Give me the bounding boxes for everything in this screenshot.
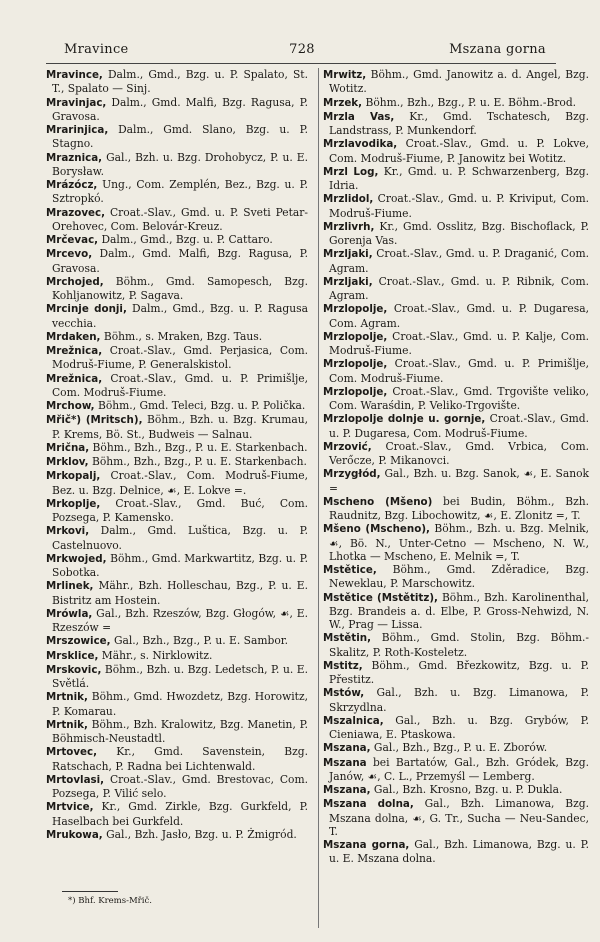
entry-headword: Mraznica, bbox=[46, 151, 103, 164]
entry-details: Böhm., s. Mraken, Bzg. Taus. bbox=[100, 329, 263, 343]
entry-headword: Mrukowa, bbox=[46, 828, 103, 841]
directory-entry bbox=[323, 110, 589, 138]
entry-headword: Mszana, bbox=[323, 742, 371, 755]
directory-entry bbox=[323, 165, 589, 193]
directory-entry bbox=[323, 385, 589, 413]
entry-headword: Mszana bbox=[323, 756, 367, 769]
running-head-left: Mravince bbox=[64, 42, 129, 57]
directory-entry bbox=[323, 714, 589, 742]
entry-details: Böhm., Gmd. Markwartitz, Bzg. u. P. Sobotka. bbox=[52, 551, 308, 579]
entry-details: Croat.-Slav., Gmd. u. P. Primišlje, Com. Modruš-Fiume. bbox=[52, 371, 308, 399]
directory-entry bbox=[323, 357, 589, 385]
entry-headword: Mrklov, bbox=[46, 456, 89, 468]
entry-headword: Mrarinjica, bbox=[46, 124, 109, 136]
entry-details: Gal., Bzh. u. Bzg. Grybów, P. Cieniawa, E. Ptaskowa. bbox=[329, 713, 589, 741]
entry-headword: Mscheno (Mšeno) bbox=[323, 495, 433, 508]
directory-entry bbox=[323, 741, 589, 755]
directory-entry bbox=[46, 68, 308, 96]
directory-entry bbox=[46, 372, 308, 400]
directory-entry bbox=[323, 522, 589, 563]
directory-entry bbox=[46, 497, 308, 525]
entry-details: Croat.-Slav., Gmd. Buć, Com. Pozsega, P. Kamensko. bbox=[52, 496, 308, 524]
directory-entry bbox=[323, 797, 589, 838]
entry-details: Dalm., Gmd. Slano, Bzg. u. P. Stagno. bbox=[52, 123, 308, 151]
entry-headword: Mrkoplje, bbox=[46, 497, 101, 510]
entry-details: Böhm., Gmd. Samopesch, Bzg. Kohljanowitz, P. Sagava. bbox=[52, 274, 308, 302]
entry-details: Böhm., Bzh., Bzg., P. u. E. Starkenbach. bbox=[88, 455, 307, 468]
entry-details: Croat.-Slav., Com. Modruš-Fiume, Bez. u. Bzg. Delnice, ☙, E. Lokve =. bbox=[52, 469, 308, 497]
entry-details: Gal., Bzh. Rzeszów, Bzg. Głogów, ☙, E. Rzeszów = bbox=[52, 606, 308, 634]
entry-headword: Mšeno (Mscheno), bbox=[323, 523, 430, 536]
entry-details: Croat.-Slav., Gmd. u. P. Kriviput, Com. Modruš-Fiume. bbox=[329, 192, 589, 220]
directory-entry bbox=[46, 579, 308, 607]
entry-details: Gal., Bzh. u. Bzg. Limanowa, P. Skrzydlna. bbox=[329, 686, 589, 714]
directory-entry bbox=[46, 330, 308, 344]
entry-details: Dalm., Gmd., Bzg. u. P. Cattaro. bbox=[98, 233, 273, 246]
entry-details: Dalm., Gmd., Bzg. u. P. Spalato, St. T., Spalato — Sinj. bbox=[52, 68, 308, 96]
entry-headword: Mrzlopolje, bbox=[323, 358, 388, 371]
right-column bbox=[323, 68, 589, 866]
entry-details: Gal., Bzh. u. Bzg. Drohobycz, P. u. E. Borysław. bbox=[52, 150, 308, 178]
entry-headword: Mrzygłód, bbox=[323, 468, 381, 481]
entry-headword: Mrična, bbox=[46, 441, 90, 454]
entry-headword: Mřič*) (Mritsch), bbox=[46, 414, 143, 427]
header-rule bbox=[46, 63, 556, 64]
entry-headword: Mrtovec, bbox=[46, 746, 98, 759]
directory-entry bbox=[323, 467, 589, 495]
entry-details: Böhm., Bzh. u. Bzg. Ledetsch, P. u. E. Světlá. bbox=[52, 662, 308, 690]
entry-details: Böhm., Gmd. Janowitz a. d. Angel, Bzg. Wotitz. bbox=[329, 68, 589, 96]
directory-entry bbox=[323, 631, 589, 659]
entry-details: Croat.-Slav., Gmd. u. P. Draganić, Com. Agram. bbox=[329, 247, 589, 275]
entry-details: Dalm., Gmd. Luštica, Bzg. u. P. Castelnuovo. bbox=[52, 524, 308, 552]
entry-headword: Mrzek, bbox=[323, 96, 363, 109]
entry-headword: Mrkopalj, bbox=[46, 470, 101, 483]
entry-headword: Mrwitz, bbox=[323, 69, 367, 81]
entry-headword: Mrsklice, bbox=[46, 649, 99, 662]
footnote: *) Bhf. Krems-Mřič. bbox=[68, 896, 152, 906]
directory-entry bbox=[46, 690, 308, 718]
entry-details: Gal., Bzh. Limanowa, Bzg. Mszana dolna, ☙, G. Tr., Sucha — Neu-Sandec, T. bbox=[329, 797, 589, 838]
entry-details: Dalm., Gmd. Malfi, Bzg. Ragusa, P. Gravosa. bbox=[52, 95, 308, 123]
directory-entry bbox=[46, 96, 308, 124]
directory-entry bbox=[46, 828, 308, 842]
page-header bbox=[46, 38, 554, 60]
directory-entry bbox=[46, 649, 308, 663]
running-head-right: Mszana gorna bbox=[449, 42, 546, 57]
entry-details: Croat.-Slav., Gmd. u. P. Ribnik, Com. Agram. bbox=[329, 274, 589, 302]
directory-entry bbox=[46, 773, 308, 801]
entry-details: Mähr., s. Nirklowitz. bbox=[98, 648, 213, 662]
column-divider bbox=[318, 68, 319, 928]
entry-details: Böhm., Bzh., Bzg., P. u. E. Starkenbach. bbox=[89, 440, 308, 454]
entry-headword: Mrtnik, bbox=[46, 691, 88, 704]
entry-details: bei Budin, Böhm., Bzh. Raudnitz, Bzg. Libochowitz, ☙, E. Zlonitz =, T. bbox=[329, 494, 589, 522]
entry-headword: Mrzlavodika, bbox=[323, 138, 398, 151]
entry-details: Croat.-Slav., Gmd. u. P. Dugaresa, Com. Agram. bbox=[329, 302, 589, 330]
entry-details: Croat.-Slav., Gmd. Brestovac, Com. Pozsega, P. Vilić selo. bbox=[52, 772, 308, 800]
entry-details: Kr., Gmd. Savenstein, Bzg. Ratschach, P. Radna bei Lichtenwald. bbox=[52, 745, 308, 773]
entry-headword: Mrtnik, bbox=[46, 718, 88, 731]
entry-details: Ung., Com. Zemplén, Bez., Bzg. u. P. Sztropkó. bbox=[52, 178, 308, 206]
entry-headword: Mravinjac, bbox=[46, 96, 107, 109]
entry-headword: Mrdaken, bbox=[46, 330, 101, 343]
directory-entry bbox=[46, 178, 308, 206]
directory-entry bbox=[323, 247, 589, 275]
entry-details: Böhm., Bzh. u. Bzg. Melnik, ☙, Bö. N., Unter-Cetno — Mscheno, N. W., Lhotka — Mscheno, E. Melnik =, T. bbox=[329, 522, 590, 563]
entry-details: Croat.-Slav., Gmd. Trgovište veliko, Com. Waraśdin, P. Veliko-Trgovište. bbox=[329, 384, 589, 412]
directory-entry bbox=[323, 495, 589, 523]
directory-entry bbox=[323, 330, 589, 358]
directory-entry bbox=[323, 302, 589, 330]
entry-headword: Mrčevac, bbox=[46, 234, 99, 246]
directory-entry bbox=[46, 745, 308, 773]
entry-headword: Mrzlivrh, bbox=[323, 220, 375, 233]
directory-entry bbox=[323, 838, 589, 866]
directory-entry bbox=[323, 412, 589, 440]
directory-entry bbox=[46, 607, 308, 635]
entry-details: Croat.-Slav., Gmd. u. P. Lokve, Com. Modruš-Fiume, P. Janowitz bei Wotitz. bbox=[329, 137, 589, 165]
directory-entry bbox=[323, 659, 589, 687]
directory-entry bbox=[323, 591, 589, 632]
directory-entry bbox=[323, 220, 589, 248]
directory-entry bbox=[46, 552, 308, 580]
entry-details: Böhm., Gmd. Zděradice, Bzg. Neweklau, P. Marschowitz. bbox=[329, 563, 589, 591]
entry-details: Böhm., Bzh. Karolinenthal, Bzg. Brandeis a. d. Elbe, P. Gross-Nehwizd, N. W., Prag — Lissa. bbox=[329, 590, 589, 631]
entry-details: Gal., Bzh. Jasło, Bzg. u. P. Żmigród. bbox=[102, 827, 297, 841]
entry-details: Croat.-Slav., Gmd. u. P. Dugaresa, Com. Modruš-Fiume. bbox=[329, 412, 589, 440]
directory-entry bbox=[323, 192, 589, 220]
entry-details: Böhm., Bzh., Bzg., P. u. E. Böhm.-Brod. bbox=[362, 95, 577, 109]
directory-entry bbox=[323, 783, 589, 797]
directory-entry bbox=[46, 663, 308, 691]
entry-details: Gal., Bzh., Bzg., P. u. E. Zborów. bbox=[370, 741, 548, 755]
entry-details: Croat.-Slav., Gmd. u. P. Primišlje, Com. Modruš-Fiume. bbox=[329, 357, 589, 385]
directory-entry bbox=[46, 233, 308, 247]
entry-details: Böhm., Gmd. Hwozdetz, Bzg. Horowitz, P. Komarau. bbox=[52, 690, 308, 718]
entry-headword: Mrkwojed, bbox=[46, 552, 107, 565]
entry-headword: Mrchojed, bbox=[46, 275, 104, 288]
entry-details: Gal., Bzh. Krosno, Bzg. u. P. Dukla. bbox=[370, 783, 563, 796]
entry-details: bei Bartatów, Gal., Bzh. Gródek, Bzg. Janów, ☙, C. L., Przemyśl — Lemberg. bbox=[329, 755, 589, 783]
entry-headword: Mrzlopolje, bbox=[323, 385, 388, 398]
entry-headword: Mrtvice, bbox=[46, 801, 94, 814]
entry-headword: Mrzl Log, bbox=[323, 165, 379, 178]
directory-entry bbox=[46, 441, 308, 455]
entry-details: Gal., Bzh. u. Bzg. Sanok, ☙, E. Sanok = bbox=[329, 467, 589, 495]
directory-entry bbox=[323, 440, 589, 468]
directory-entry bbox=[46, 469, 308, 497]
directory-entry bbox=[323, 756, 589, 784]
entry-headword: Mrzović, bbox=[323, 440, 372, 453]
directory-entry bbox=[323, 96, 589, 110]
entry-details: Mähr., Bzh. Holleschau, Bzg., P. u. E. Bistritz am Hostein. bbox=[52, 579, 308, 607]
directory-entry bbox=[323, 275, 589, 303]
entry-headword: Mrzljaki, bbox=[323, 275, 373, 288]
directory-entry bbox=[46, 151, 308, 179]
entry-details: Gal., Bzh. Limanowa, Bzg. u. P. u. E. Mszana dolna. bbox=[329, 838, 589, 866]
entry-headword: Mszalnica, bbox=[323, 714, 384, 727]
entry-details: Gal., Bzh., Bzg., P. u. E. Sambor. bbox=[110, 634, 289, 648]
entry-headword: Mrázócz, bbox=[46, 179, 98, 191]
entry-headword: Mravince, bbox=[46, 69, 103, 81]
directory-entry bbox=[46, 247, 308, 275]
directory-entry bbox=[46, 206, 308, 234]
entry-details: Croat.-Slav., Gmd. Perjasica, Com. Modruš-Fiume, P. Generalskistol. bbox=[52, 344, 308, 372]
entry-headword: Mrszowice, bbox=[46, 635, 111, 648]
entry-headword: Mrzlidol, bbox=[323, 193, 374, 206]
directory-entry bbox=[46, 344, 308, 372]
entry-headword: Mrežnica, bbox=[46, 372, 103, 385]
entry-details: Kr., Gmd. u. P. Schwarzenberg, Bzg. Idria. bbox=[329, 164, 589, 192]
directory-entry bbox=[46, 275, 308, 303]
directory-entry bbox=[323, 137, 589, 165]
entry-details: Dalm., Gmd. Malfi, Bzg. Ragusa, P. Gravosa. bbox=[52, 247, 308, 275]
page-number: 728 bbox=[289, 42, 315, 57]
entry-headword: Mrchow, bbox=[46, 400, 95, 412]
entry-headword: Mstětin, bbox=[323, 632, 371, 645]
entry-headword: Mstětice, bbox=[323, 564, 377, 576]
directory-entry bbox=[46, 123, 308, 151]
entry-details: Croat.-Slav., Gmd. u. P. Kalje, Com. Modruš-Fiume. bbox=[329, 329, 589, 357]
entry-headword: Mstětice (Mstětitz), bbox=[323, 591, 438, 604]
directory-entry bbox=[46, 413, 308, 441]
entry-headword: Mszana, bbox=[323, 784, 371, 796]
directory-entry bbox=[46, 634, 308, 648]
entry-details: Böhm., Gmd. Teleci, Bzg. u. P. Polička. bbox=[94, 399, 306, 412]
directory-entry bbox=[46, 718, 308, 746]
entry-headword: Mrazovec, bbox=[46, 206, 106, 219]
entry-details: Kr., Gmd. Tschatesch, Bzg. Landstrass, P. Munkendorf. bbox=[329, 109, 589, 137]
directory-entry bbox=[46, 800, 308, 828]
entry-headword: Mrzlopolje, bbox=[323, 303, 388, 316]
directory-entry bbox=[323, 68, 589, 96]
entry-details: Kr., Gmd. Osslitz, Bzg. Bischoflack, P. Gorenja Vas. bbox=[329, 219, 589, 247]
entry-headword: Mrzlopolje dolnje u. gornje, bbox=[323, 413, 486, 426]
entry-headword: Mrkovi, bbox=[46, 525, 90, 538]
directory-entry bbox=[46, 399, 308, 413]
left-column bbox=[46, 68, 308, 842]
entry-details: Kr., Gmd. Zirkle, Bzg. Gurkfeld, P. Haselbach bei Gurkfeld. bbox=[52, 800, 308, 828]
directory-entry bbox=[323, 563, 589, 591]
entry-headword: Mrskovic, bbox=[46, 663, 102, 676]
entry-details: Böhm., Bzh. Kralowitz, Bzg. Manetin, P. Böhmisch-Neustadtl. bbox=[52, 717, 308, 745]
entry-details: Croat.-Slav., Gmd. u. P. Sveti Petar-Orehovec, Com. Belovár-Kreuz. bbox=[52, 205, 308, 233]
directory-entry bbox=[46, 524, 308, 552]
entry-headword: Mrcinje donji, bbox=[46, 303, 127, 316]
entry-headword: Mszana gorna, bbox=[323, 839, 410, 851]
entry-headword: Mrtovlasi, bbox=[46, 773, 105, 786]
entry-headword: Mrzla Vas, bbox=[323, 110, 395, 123]
entry-details: Böhm., Bzh. u. Bzg. Krumau, P. Krems, Bö. St., Budweis — Salnau. bbox=[52, 413, 309, 441]
entry-headword: Mstów, bbox=[323, 687, 365, 700]
footnote-rule bbox=[62, 891, 118, 892]
entry-headword: Mszana dolna, bbox=[323, 798, 414, 811]
entry-headword: Mrzlopolje, bbox=[323, 330, 388, 343]
entry-headword: Mrzljaki, bbox=[323, 248, 373, 261]
entry-details: Dalm., Gmd., Bzg. u. P. Ragusa vecchia. bbox=[52, 302, 308, 330]
directory-entry bbox=[46, 455, 308, 469]
entry-details: Croat.-Slav., Gmd. Vrbica, Com. Verőcze, P. Mikanovci. bbox=[329, 439, 589, 467]
directory-entry bbox=[46, 302, 308, 330]
directory-entry bbox=[323, 686, 589, 714]
entry-headword: Mrcevo, bbox=[46, 248, 93, 261]
entry-details: Böhm., Gmd. Stolin, Bzg. Böhm.-Skalitz, P. Roth-Kosteletz. bbox=[329, 631, 589, 659]
entry-headword: Mstitz, bbox=[323, 659, 363, 672]
entry-headword: Mrežnica, bbox=[46, 345, 103, 357]
entry-headword: Mrówla, bbox=[46, 607, 93, 620]
entry-details: Böhm., Gmd. Březkowitz, Bzg. u. P. Přestitz. bbox=[329, 658, 589, 686]
entry-headword: Mrlinek, bbox=[46, 580, 94, 593]
